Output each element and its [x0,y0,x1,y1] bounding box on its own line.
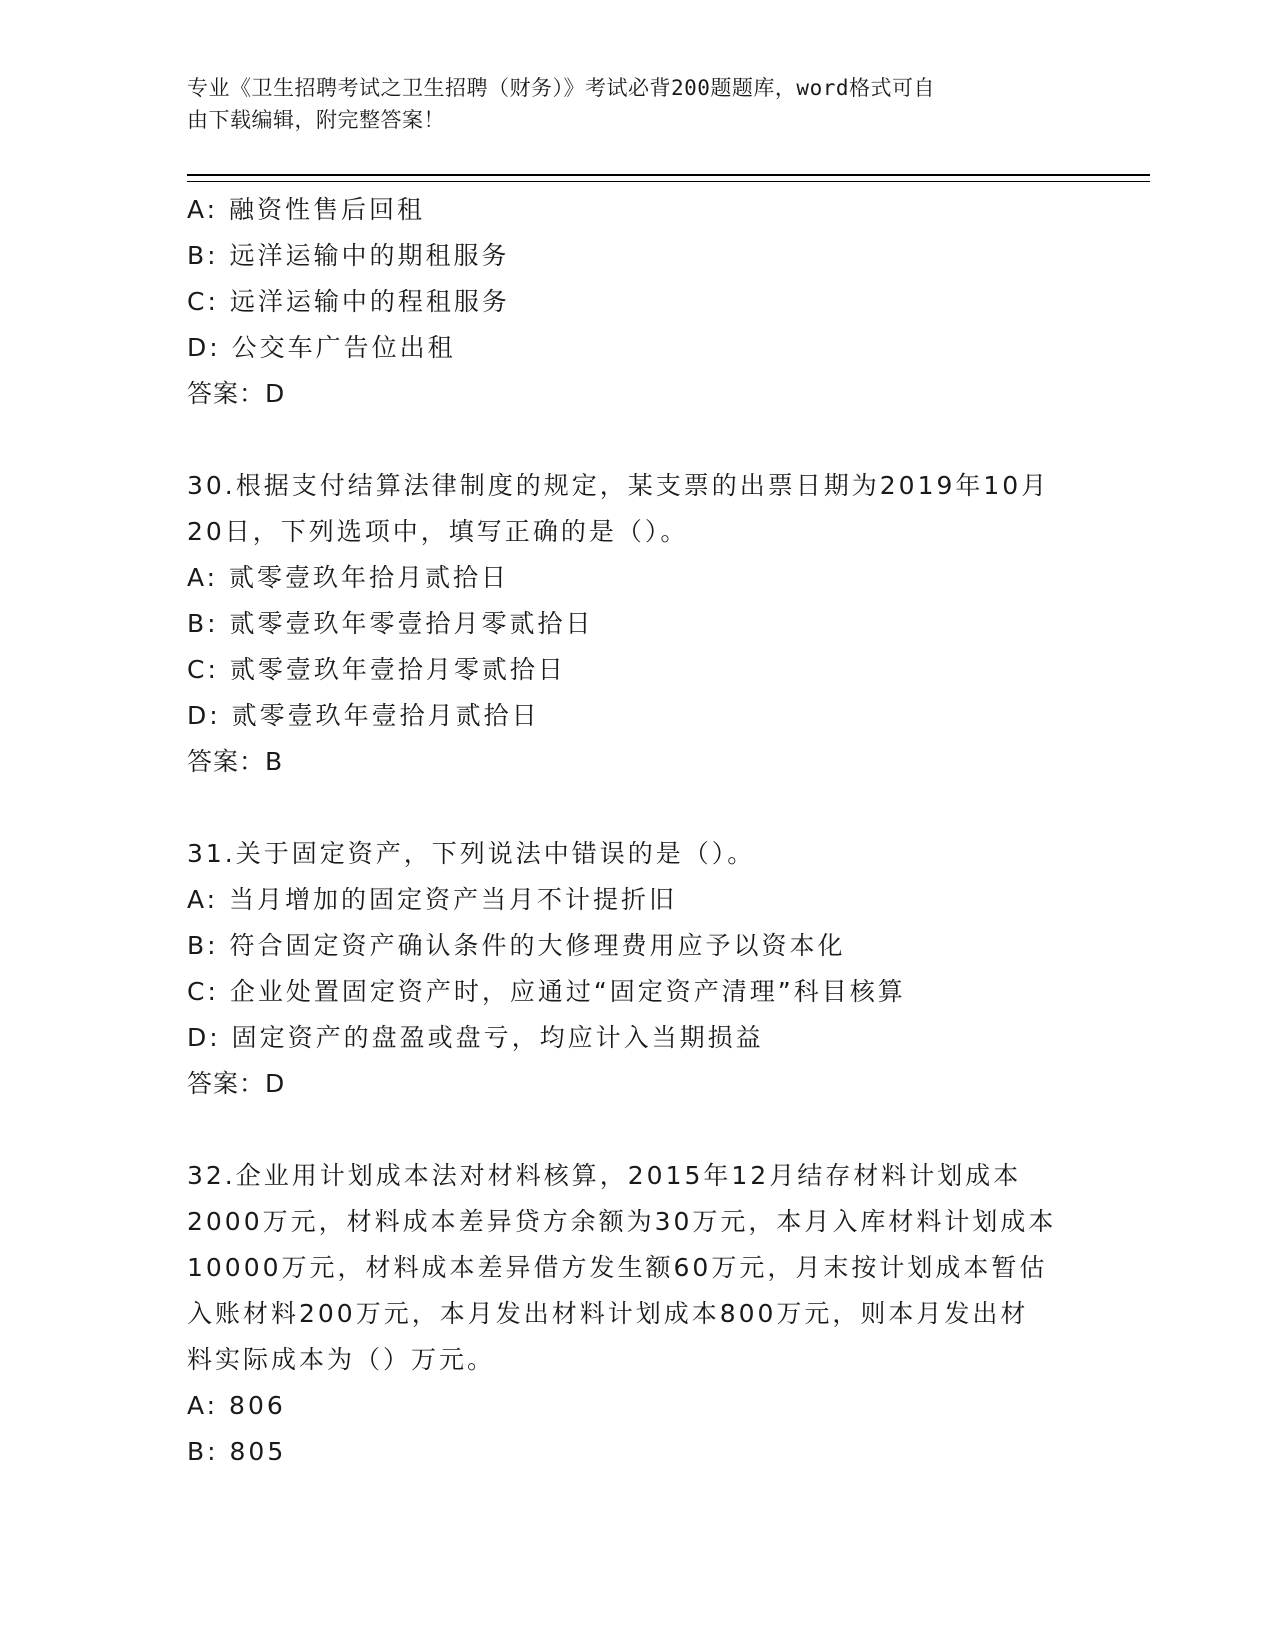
answer: 答案：D [187,1069,286,1098]
option-c: C: 企业处置固定资产时，应通过“固定资产清理”科目核算 [187,977,906,1006]
option-b: B: 贰零壹玖年零壹拾月零贰拾日 [187,609,594,638]
spacer [187,417,1087,463]
question-stem-line: 10000万元，材料成本差异借方发生额60万元，月末按计划成本暂估 [187,1253,1048,1282]
option-c: C: 贰零壹玖年壹拾月零贰拾日 [187,655,566,684]
header-line-2: 由下载编辑，附完整答案！ [187,108,445,132]
header-rule-thick [187,174,1150,176]
option-a: A: 贰零壹玖年拾月贰拾日 [187,563,510,592]
option-a: A: 806 [187,1391,286,1420]
question-31 [187,831,1087,1107]
question-stem-line: 2000万元，材料成本差异贷方余额为30万元，本月入库材料计划成本 [187,1207,1057,1236]
header-line-1: 专业《卫生招聘考试之卫生招聘（财务）》考试必背200题题库，word格式可自 [187,76,935,100]
spacer [187,785,1087,831]
question-30 [187,463,1087,785]
question-stem-line: 入账材料200万元，本月发出材料计划成本800万元，则本月发出材 [187,1299,1029,1328]
option-d: D: 贰零壹玖年壹拾月贰拾日 [187,701,540,730]
option-a: A: 当月增加的固定资产当月不计提折旧 [187,885,678,914]
question-stem-line: 20日，下列选项中，填写正确的是（）。 [187,517,689,546]
question-29 [187,187,1087,417]
question-stem-line: 32.企业用计划成本法对材料核算，2015年12月结存材料计划成本 [187,1161,1022,1190]
question-list [187,187,1087,1475]
question-stem-line: 料实际成本为（）万元。 [187,1345,496,1374]
answer: 答案：B [187,747,284,776]
document-header [187,72,1087,136]
option-d: D: 公交车广告位出租 [187,333,456,362]
question-stem-line: 30.根据支付结算法律制度的规定，某支票的出票日期为2019年10月 [187,471,1050,500]
option-b: B: 符合固定资产确认条件的大修理费用应予以资本化 [187,931,846,960]
option-c: C: 远洋运输中的程租服务 [187,287,510,316]
option-b: B: 805 [187,1437,287,1466]
question-stem-line: 31.关于固定资产，下列说法中错误的是（）。 [187,839,756,868]
option-b: B: 远洋运输中的期租服务 [187,241,510,270]
header-rule-thin [187,181,1150,182]
answer: 答案：D [187,379,286,408]
option-a: A: 融资性售后回租 [187,195,426,224]
question-32 [187,1153,1087,1475]
option-d: D: 固定资产的盘盈或盘亏，均应计入当期损益 [187,1023,764,1052]
spacer [187,1107,1087,1153]
